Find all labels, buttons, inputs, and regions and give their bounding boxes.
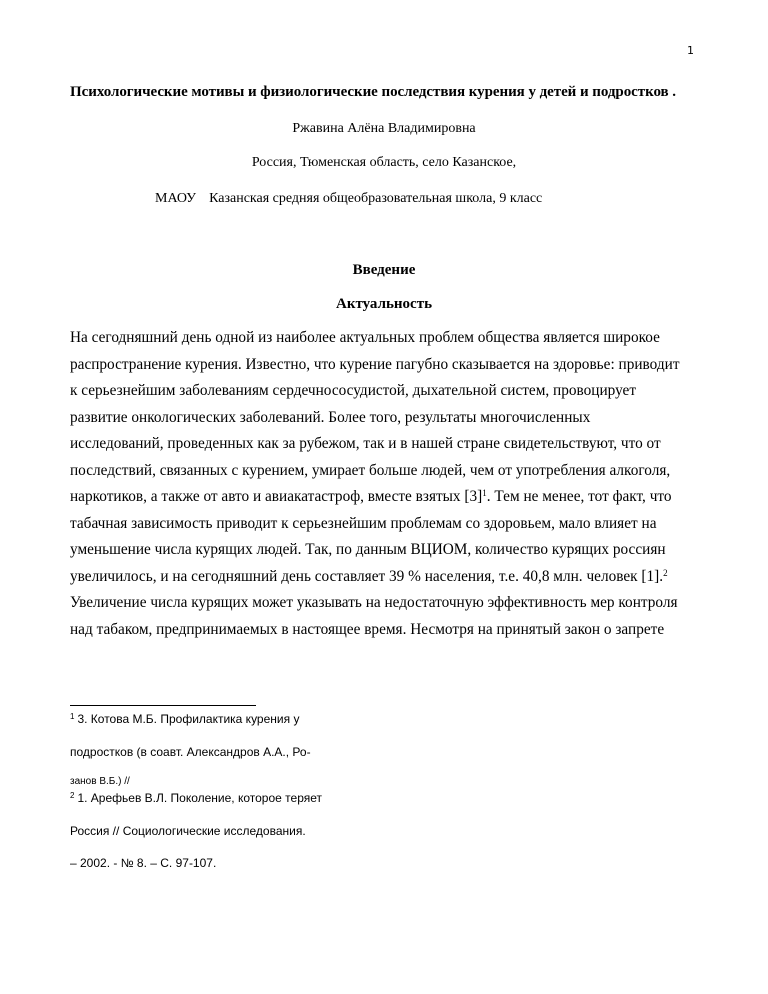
body-line: над табаком, предпринимаемых в настоящее время. Несмотря на принятый закон о запрете (70, 620, 665, 638)
body-line: уменьшение числа курящих людей. Так, по данным ВЦИОМ, количество курящих россиян (70, 541, 666, 558)
author-name: Ржавина Алёна Владимировна (292, 121, 476, 136)
footnote-1-line: подростков (в соавт. Александров А.А., Ро- (70, 745, 311, 759)
footnote-1-mark: 1 (70, 712, 75, 721)
body-line: к серьезнейшим заболеваниям сердечнососудистой, дыхательной систем, провоцирует (70, 382, 637, 399)
body-text-segment: увеличилось, и на сегодняшний день составляет 39 % населения, т.е. 40,8 млн. человек [1]. (70, 567, 664, 585)
body-line: Увеличение числа курящих может указывать на недостаточную эффективность мер контроля (70, 594, 678, 611)
footnote-2-mark: 2 (70, 791, 75, 800)
footnote-reference-2[interactable]: 2 (663, 567, 668, 578)
body-line: распространение курения. Известно, что курение пагубно сказывается на здоровье: приводит (70, 355, 680, 373)
footnote-1-line: занов В.Б.) // (70, 776, 130, 787)
body-line: исследований, проведенных как за рубежом, так и в нашей стране свидетельствуют, что от (70, 435, 661, 452)
school-name: Казанская средняя общеобразовательная школа, 9 класс (209, 191, 543, 206)
body-line (70, 564, 710, 591)
body-line: последствий, связанных с курением, умирает больше людей, чем от употребления алкоголя, (70, 461, 671, 479)
body-paragraph (70, 325, 710, 643)
school-type: МАОУ (155, 191, 197, 206)
footnote-2-line (70, 790, 430, 806)
author-location: Россия, Тюменская область, село Казанское, (251, 155, 517, 170)
body-line (70, 484, 710, 511)
body-text-segment: наркотиков, а также от авто и авиакатастроф, вместе взятых [3] (70, 488, 483, 505)
footnote-separator (70, 705, 256, 706)
body-line: развитие онкологических заболеваний. Более того, результаты многочисленных (70, 408, 591, 426)
footnote-1-line (70, 711, 430, 727)
section-heading-relevance: Актуальность (335, 296, 433, 312)
footnote-2-line: Россия // Социологические исследования. (70, 824, 306, 838)
footnote-2-text: 1. Арефьев В.Л. Поколение, которое теряет (77, 791, 323, 805)
footnote-2-line: – 2002. - № 8. – С. 97-107. (70, 856, 217, 870)
footnotes (70, 711, 430, 871)
page-number: 1 (687, 44, 694, 57)
body-line: На сегодняшний день одной из наиболее актуальных проблем общества является широкое (70, 329, 660, 346)
body-line: табачная зависимость приводит к серьезнейшим проблемам со здоровьем, мало влияет на (70, 514, 657, 532)
document-title: Психологические мотивы и физиологические последствия курения у детей и подростков . (70, 84, 676, 100)
school-line (155, 191, 542, 207)
footnote-reference-1[interactable]: 1 (482, 488, 487, 498)
section-heading-intro: Введение (352, 262, 416, 278)
footnote-1-text: 3. Котова М.Б. Профилактика курения у (77, 712, 300, 726)
body-text-segment: . Тем не менее, тот факт, что (486, 488, 672, 505)
